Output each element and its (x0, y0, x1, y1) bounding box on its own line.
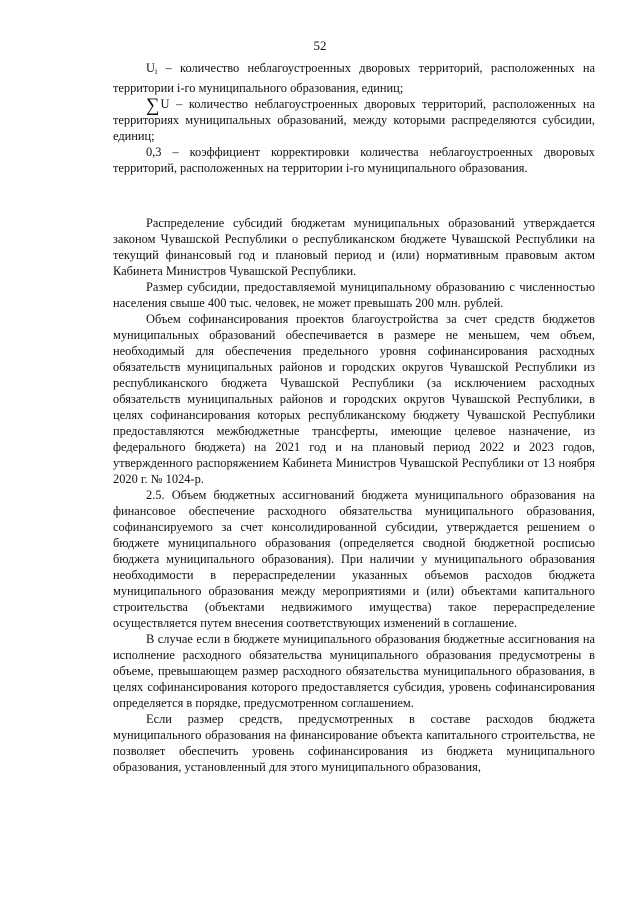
paragraph-distribution: Распределение субсидий бюджетам муниципальных образований утверждается законом Чувашской Республики о республиканском бюджете Чувашской Республики на текущий финансовый год и плановый период и (или) нормативным правовым актом Кабинета Министров Чувашской Республики. (113, 216, 595, 278)
page-number: 52 (313, 38, 327, 53)
paragraph-capital-construction: Если размер средств, предусмотренных в составе расходов бюджета муниципального образования на финансирование объекта капитального строительства, не позволяет обеспечить уровень софинансирования из бюджета муниципального образования, установленный для этого муниципального образования, (113, 712, 595, 774)
paragraph-subsidy-size: Размер субсидии, предоставляемой муниципальному образованию с численностью населения свыше 400 тыс. человек, не может превышать 200 млн. рублей. (113, 280, 595, 310)
definition-sum-u (113, 96, 595, 144)
paragraph-budget-excess: В случае если в бюджете муниципального образования бюджетные ассигнования на исполнение расходного обязательства муниципального образования предусмотрены в объеме, превышающем размер расходного обязательства муниципального образования, в целях софинансирования которого предоставляется субсидия, уровень софинансирования определяется в порядке, предусмотренном соглашением. (113, 632, 595, 710)
document-body (113, 60, 595, 775)
sum-u-text: – количество неблагоустроенных дворовых территорий, расположенных на территориях муниципальных образований, между которыми распределяются субсидии, единиц; (113, 97, 595, 143)
section-gap (113, 176, 595, 215)
sum-u-symbol: U (160, 97, 170, 111)
u-i-text: – количество неблагоустроенных дворовых территорий, расположенных на территории i-го муниципального образования, единиц; (113, 61, 595, 95)
definition-u-i (113, 60, 595, 96)
definition-coefficient: 0,3 – коэффициент корректировки количества неблагоустроенных дворовых территорий, расположенных на территории i-го муниципального образования. (113, 145, 595, 175)
u-i-subscript: i (154, 67, 158, 76)
sum-symbol: ∑ (146, 95, 160, 116)
paragraph-2-5: 2.5. Объем бюджетных ассигнований бюджета муниципального образования на финансовое обеспечение расходного обязательства муниципального образования, софинансируемого за счет консолидированной субсидии, утверждается решением о бюджете муниципального образования (определяется сводной бюджетной росписью бюджета муниципального образования). При наличии у муниципального образования необходимости в перераспределении указанных объемов расходов бюджета муниципального образования между мероприятиями и (или) объектами капитального строительства (объектами недвижимого имущества) такое перераспределение осуществляется путем внесения соответствующих изменений в соглашение. (113, 488, 595, 630)
paragraph-cofinancing-volume: Объем софинансирования проектов благоустройства за счет средств бюджетов муниципальных образований обеспечивается в размере не меньшем, чем объем, необходимый для обеспечения предельного уровня софинансирования расходных обязательств муниципальных районов и городских округов Чувашской Республики из республиканского бюджета Чувашской Республики (за исключением расходных обязательств муниципальных районов и городских округов Чувашской Республики, в целях софинансирования которых республиканскому бюджету Чувашской Республики предоставляются межбюджетные трансферты, имеющие целевое назначение, из федерального бюджета) на 2021 год и на плановый период 2022 и 2023 годов, утвержденного распоряжением Кабинета Министров Чувашской Республики от 13 ноября 2020 г. № 1024-р. (113, 312, 595, 486)
u-i-symbol: U (146, 61, 155, 75)
